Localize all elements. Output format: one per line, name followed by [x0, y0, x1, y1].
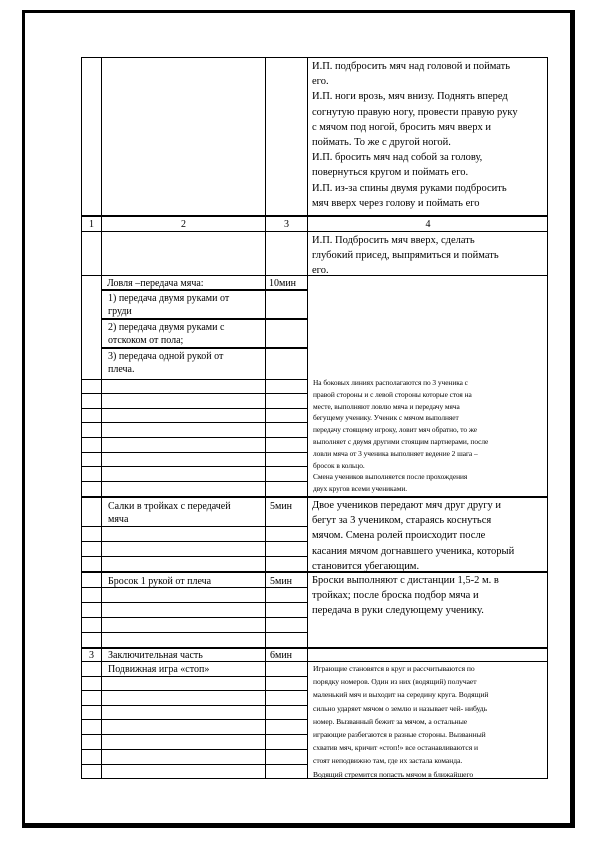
list-item [108, 321, 264, 347]
text-line: ловли мяча от 3 ученика выполняет ведение 2 шага – [313, 448, 478, 458]
text-line: выполняет с двумя другими стоящим партнерами, после [313, 436, 489, 446]
text-line: И.П. бросить мяч над собой за голову, [312, 152, 483, 164]
row-line [81, 526, 307, 527]
text-line: мячом. Смена ролей происходит после [312, 530, 486, 542]
text-line: И.П. из-за спины двумя руками подбросить [312, 182, 507, 194]
lovlya-title: Ловля –передача мяча: [107, 278, 204, 289]
text-line: бегущему ученику. Ученик с мячом выполняет [313, 413, 459, 423]
text-line: поймать. То же с другой ногой. [312, 137, 451, 149]
brosok-description [312, 573, 547, 619]
text-line: мяча [108, 514, 129, 525]
col-divider [101, 647, 102, 779]
header-cell-3: 3 [284, 219, 289, 230]
text-line: касания мячом догнавшего ученика, который [312, 545, 515, 557]
col-divider [307, 57, 308, 216]
text-line: И.П. ноги врозь, мяч внизу. Поднять вперед [312, 91, 508, 103]
text-line: И.П. подбросить мяч над головой и поймать [312, 61, 511, 72]
text-line: передачу стоящему игроку, ловит мяч обратно, то же [313, 425, 478, 435]
final-part-title: Заключительная часть [108, 650, 203, 661]
row-line [81, 617, 307, 618]
text-line: тройках; после броска подбор мяча и [312, 590, 479, 602]
row-line [81, 587, 307, 588]
lovlya-time: 10мин [269, 278, 297, 289]
text-line: Играющие становятся в круг и рассчитываются по [313, 664, 475, 673]
row-line [81, 749, 307, 750]
text-line: порядку номеров. Один из них (водящий) получает [313, 677, 477, 687]
text-line: правой стороны и с левой стороны которые стоя на [313, 389, 472, 399]
row-line [81, 275, 548, 276]
text-line: месте, выполняют ловлю мяча и передачу мяча [313, 401, 460, 411]
list-item [108, 350, 264, 376]
row-line [81, 466, 307, 467]
row-line [81, 379, 307, 380]
col-divider [265, 57, 266, 216]
salki-time: 5мин [270, 501, 293, 512]
row-line [81, 632, 307, 633]
game-description [313, 662, 547, 781]
brosok-time: 5мин [270, 576, 293, 587]
exercise-description [312, 59, 547, 211]
text-line: 2) передача двумя руками с [108, 322, 225, 333]
col-divider [307, 216, 308, 649]
list-item [108, 292, 264, 318]
col-divider [101, 216, 102, 649]
row-line [81, 705, 307, 706]
text-line: двух кругов всеми учениками. [313, 484, 408, 494]
row-line [81, 690, 307, 691]
text-line: груди [108, 306, 132, 317]
header-bottom-line [81, 231, 548, 232]
text-line: 1) передача двумя руками от [108, 293, 230, 304]
col-divider [265, 216, 266, 649]
text-line: И.П. Подбросить мяч вверх, сделать [312, 235, 475, 246]
text-line: маленький мяч и выходит на середину круга. Водящий [313, 690, 489, 700]
text-line: согнутую правую ногу, провести правую руку [312, 106, 518, 118]
text-line: Салки в тройках с передачей [108, 501, 231, 512]
brosok-title: Бросок 1 рукой от плеча [108, 576, 212, 587]
text-line: 3) передача одной рукой от [108, 351, 224, 362]
row-line [81, 452, 307, 453]
row-line [81, 422, 307, 423]
lovlya-description [313, 377, 547, 495]
text-line: с мячом под ногой, бросить мяч вверх и [312, 121, 491, 133]
row-line [81, 734, 307, 735]
row-line [81, 393, 307, 394]
salki-title [108, 500, 264, 526]
header-cell-1: 1 [89, 219, 94, 230]
text-line: Водящий стремится попасть мячом в ближайшего [313, 769, 474, 779]
row-line [81, 556, 307, 557]
header-cell-2: 2 [181, 219, 186, 230]
text-line: На боковых линиях располагаются по 3 ученика с [313, 378, 468, 387]
row-line [81, 481, 307, 482]
col-divider [265, 647, 266, 779]
text-line: номер. Вызванный бежит за мячом, а остальные [313, 716, 468, 726]
text-line: стоят неподвижно там, где их застала команда. [313, 756, 463, 766]
final-part-time: 6мин [270, 650, 293, 661]
text-line: сильно ударяет мячом о землю и называет чей- нибудь [313, 703, 488, 713]
text-line: Двое учеников передают мяч друг другу и [312, 500, 502, 511]
header-cell-4: 4 [425, 219, 431, 230]
text-line: глубокий присед, выпрямиться и поймать [312, 250, 499, 262]
final-part-number: 3 [89, 650, 94, 661]
text-line: мяч вверх через голову и поймать его [312, 197, 480, 209]
row-line [81, 408, 307, 409]
text-line: плеча. [108, 364, 135, 375]
row-line [81, 676, 307, 677]
row-line [81, 764, 307, 765]
text-line: схватив мяч, кричит «стоп!» все останавливаются и [313, 743, 479, 753]
text-line: Смена учеников выполняется после прохождения [313, 472, 468, 482]
text-line: передача в руки следующему ученику. [312, 605, 484, 617]
salki-description [312, 498, 547, 574]
text-line: бросок в кольцо. [313, 460, 365, 470]
row-line [81, 541, 307, 542]
text-line: отскоком от пола; [108, 335, 184, 346]
text-line: становится убегающим. [312, 560, 420, 572]
text-line: повернуться кругом и поймать его. [312, 167, 469, 179]
col-divider [101, 57, 102, 216]
text-line: играющие разбегаются в разные стороны. Вызванный [313, 730, 486, 740]
col-divider [307, 647, 308, 779]
intro-exercise-text [312, 233, 547, 279]
text-line: бегут за 3 учеником, стараясь коснуться [312, 515, 492, 527]
row-line [101, 289, 307, 291]
row-line [101, 347, 307, 349]
text-line: Броски выполняют с дистанции 1,5-2 м. в [312, 575, 499, 586]
row-line [81, 602, 307, 603]
row-line [81, 719, 307, 720]
text-line: его. [312, 76, 329, 88]
game-title: Подвижная игра «стоп» [108, 664, 210, 675]
row-line [81, 437, 307, 438]
text-line: его. [312, 265, 329, 277]
row-line [101, 318, 307, 320]
